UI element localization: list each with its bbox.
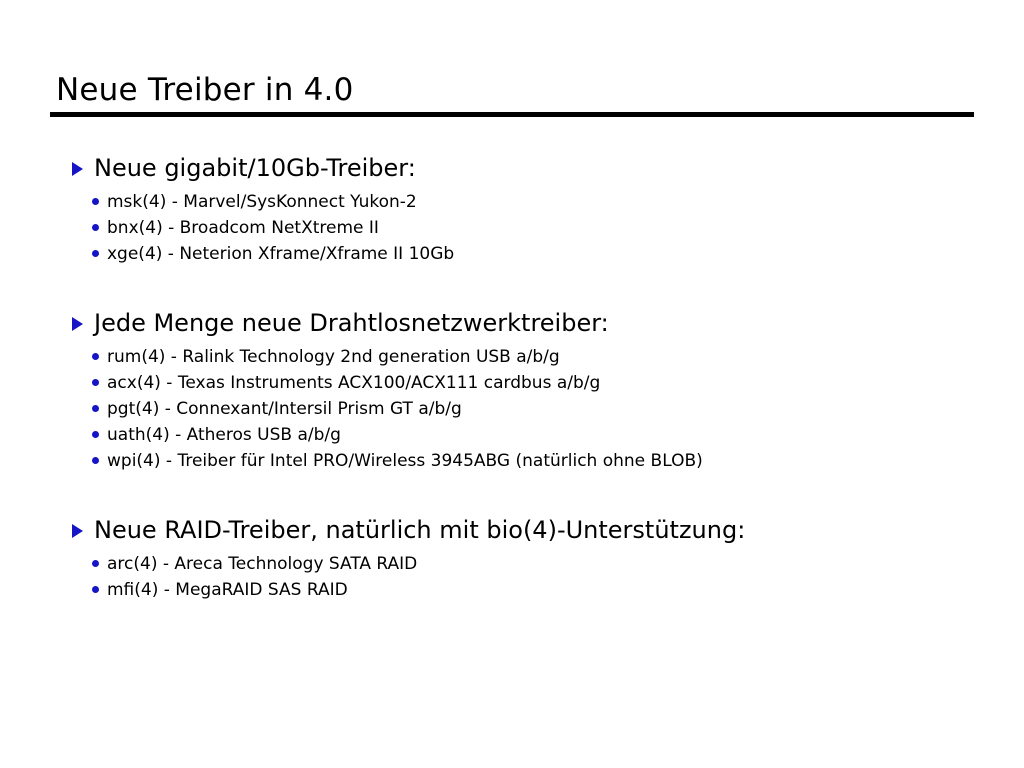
list-item [0, 370, 1024, 396]
list-item-label: bnx(4) - Broadcom NetXtreme II [107, 218, 379, 238]
list-item [0, 422, 1024, 448]
dot-bullet-icon [92, 586, 99, 593]
triangle-bullet-icon [72, 317, 83, 331]
list-item-label: arc(4) - Areca Technology SATA RAID [107, 554, 418, 574]
list-item [0, 344, 1024, 370]
bullet-heading-label: Neue gigabit/10Gb-Treiber: [94, 154, 416, 182]
bullet-group [0, 152, 1024, 267]
list-item-label: rum(4) - Ralink Technology 2nd generation USB a/b/g [107, 347, 560, 367]
bullet-group [0, 514, 1024, 603]
spacer [0, 289, 1024, 307]
spacer [0, 496, 1024, 514]
list-item [0, 189, 1024, 215]
list-item [0, 551, 1024, 577]
triangle-bullet-icon [72, 162, 83, 176]
dot-bullet-icon [92, 431, 99, 438]
dot-bullet-icon [92, 405, 99, 412]
bullet-heading-label: Jede Menge neue Drahtlosnetzwerktreiber: [94, 309, 609, 337]
bullet-heading-label: Neue RAID-Treiber, natürlich mit bio(4)-Unterstützung: [94, 516, 746, 544]
dot-bullet-icon [92, 560, 99, 567]
list-item [0, 241, 1024, 267]
dot-bullet-icon [92, 379, 99, 386]
list-item [0, 577, 1024, 603]
list-item-label: wpi(4) - Treiber für Intel PRO/Wireless 3945ABG (natürlich ohne BLOB) [107, 451, 703, 471]
dot-bullet-icon [92, 224, 99, 231]
list-item-label: xge(4) - Neterion Xframe/Xframe II 10Gb [107, 244, 455, 264]
bullet-heading [0, 514, 1024, 546]
dot-bullet-icon [92, 353, 99, 360]
slide-content [0, 152, 1024, 603]
list-item-label: acx(4) - Texas Instruments ACX100/ACX111 cardbus a/b/g [107, 373, 601, 393]
list-item [0, 396, 1024, 422]
bullet-group [0, 307, 1024, 474]
dot-bullet-icon [92, 250, 99, 257]
dot-bullet-icon [92, 198, 99, 205]
list-item-label: mfi(4) - MegaRAID SAS RAID [107, 580, 348, 600]
dot-bullet-icon [92, 457, 99, 464]
list-item-label: pgt(4) - Connexant/Intersil Prism GT a/b/g [107, 399, 462, 419]
triangle-bullet-icon [72, 524, 83, 538]
list-item-label: uath(4) - Atheros USB a/b/g [107, 425, 341, 445]
list-item-label: msk(4) - Marvel/SysKonnect Yukon-2 [107, 192, 417, 212]
bullet-heading [0, 152, 1024, 184]
list-item [0, 215, 1024, 241]
title-divider [50, 112, 974, 117]
list-item [0, 448, 1024, 474]
bullet-heading [0, 307, 1024, 339]
page-title: Neue Treiber in 4.0 [56, 72, 354, 108]
